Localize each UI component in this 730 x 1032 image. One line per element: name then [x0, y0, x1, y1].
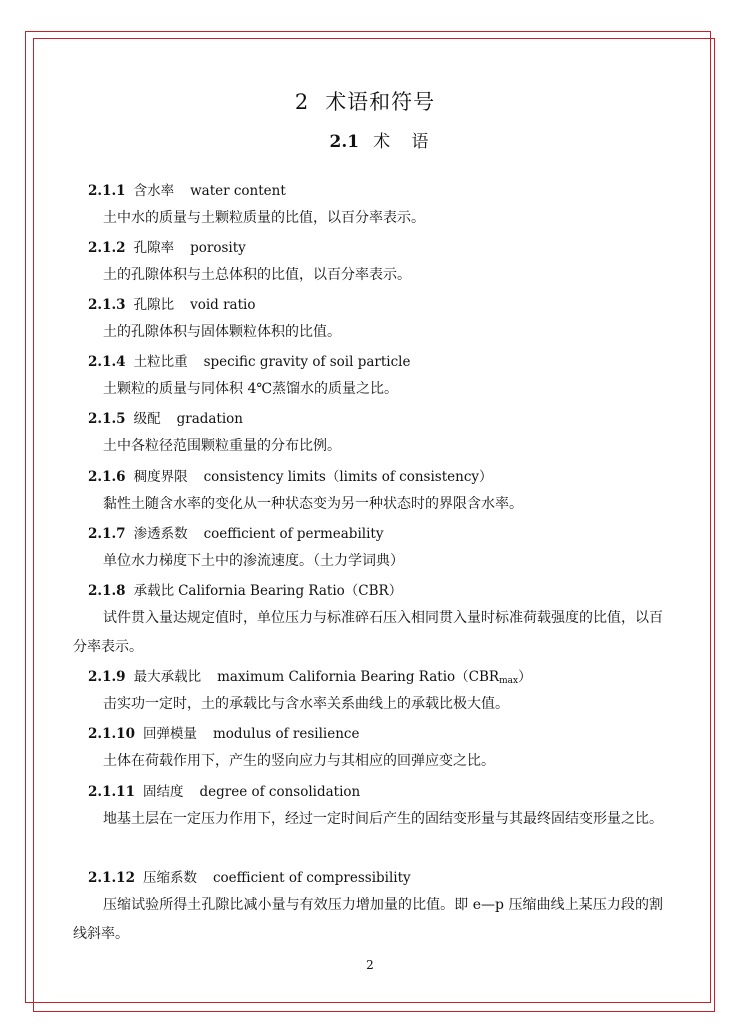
term-number: 2.1.2 — [88, 240, 126, 256]
term-heading — [88, 238, 246, 258]
page-number: 2 — [366, 958, 374, 972]
chapter-number: 2 — [294, 90, 310, 114]
term-english: degree of consolidation — [199, 784, 361, 800]
term-english-subscript: max — [499, 676, 519, 686]
term-english: coefficient of permeability — [203, 526, 384, 542]
term-definition: 压缩试验所得土孔隙比减小量与有效压力增加量的比值。即 e—p 压缩曲线上某压力段的割线斜率。 — [73, 897, 663, 942]
term-number: 2.1.6 — [88, 469, 126, 485]
term-number: 2.1.3 — [88, 297, 126, 313]
term-english: modulus of resilience — [212, 726, 360, 742]
term-number: 2.1.9 — [88, 669, 126, 685]
section-number: 2.1 — [329, 132, 360, 152]
section-title-text: 术 语 — [373, 132, 437, 152]
term-heading — [88, 782, 360, 802]
term-number: 2.1.4 — [88, 354, 126, 370]
term-definition: 单位水力梯度下土中的渗流速度。（土力学词典） — [103, 553, 404, 569]
term-definition: 土的孔隙体积与固体颗粒体积的比值。 — [103, 324, 341, 340]
term-chinese: 渗透系数 — [133, 526, 188, 542]
term-definition: 土体在荷载作用下，产生的竖向应力与其相应的回弹应变之比。 — [103, 753, 495, 769]
term-heading — [88, 181, 286, 201]
term-number: 2.1.11 — [88, 784, 135, 800]
chapter-title — [0, 86, 730, 116]
term-english: void ratio — [190, 297, 256, 313]
term-definition: 黏性土随含水率的变化从一种状态变为另一种状态时的界限含水率。 — [103, 496, 523, 512]
chapter-title-text: 术语和符号 — [325, 90, 436, 114]
term-definition: 击实功一定时，土的承载比与含水率关系曲线上的承载比极大值。 — [103, 696, 509, 712]
term-chinese: 含水率 — [133, 183, 175, 199]
term-heading — [88, 295, 255, 315]
term-english: specific gravity of soil particle — [203, 354, 411, 370]
term-heading — [88, 467, 493, 487]
term-english: maximum California Bearing Ratio（CBR — [217, 669, 500, 685]
term-chinese: 孔隙比 — [133, 297, 175, 313]
term-chinese: 承载比 — [133, 583, 175, 599]
term-chinese: 稠度界限 — [133, 469, 188, 485]
term-number: 2.1.12 — [88, 870, 135, 886]
term-english: consistency limits（limits of consistency） — [203, 469, 493, 485]
term-english: gradation — [176, 411, 243, 427]
term-definition: 土中水的质量与土颗粒质量的比值，以百分率表示。 — [103, 210, 425, 226]
term-number: 2.1.8 — [88, 583, 126, 599]
term-heading — [88, 524, 383, 544]
term-chinese: 固结度 — [142, 784, 184, 800]
term-heading — [88, 409, 243, 429]
term-english: porosity — [190, 240, 246, 256]
term-number: 2.1.5 — [88, 411, 126, 427]
term-english-tail: ） — [518, 669, 532, 685]
term-heading — [88, 667, 532, 691]
term-heading — [88, 724, 359, 744]
term-definition: 土的孔隙体积与土总体积的比值，以百分率表示。 — [103, 267, 411, 283]
term-heading — [88, 868, 411, 888]
term-number: 2.1.10 — [88, 726, 135, 742]
term-english: coefficient of compressibility — [212, 870, 411, 886]
term-heading — [88, 352, 410, 372]
term-english: water content — [190, 183, 286, 199]
term-chinese: 压缩系数 — [142, 870, 197, 886]
section-title — [0, 127, 730, 152]
term-chinese: 孔隙率 — [133, 240, 175, 256]
term-definition: 试件贯入量达规定值时，单位压力与标准碎石压入相同贯入量时标准荷载强度的比值，以百分率表示。 — [73, 610, 663, 655]
term-definition: 土中各粒径范围颗粒重量的分布比例。 — [103, 438, 341, 454]
term-english: California Bearing Ratio（CBR） — [178, 583, 403, 599]
term-definition: 地基土层在一定压力作用下，经过一定时间后产生的固结变形量与其最终固结变形量之比。 — [103, 811, 663, 827]
term-chinese: 最大承载比 — [133, 669, 202, 685]
term-definition: 土颗粒的质量与同体积 4℃蒸馏水的质量之比。 — [103, 381, 399, 397]
term-number: 2.1.7 — [88, 526, 126, 542]
term-number: 2.1.1 — [88, 183, 126, 199]
term-chinese: 回弹模量 — [142, 726, 197, 742]
term-chinese: 土粒比重 — [133, 354, 188, 370]
term-heading — [88, 581, 402, 601]
term-chinese: 级配 — [133, 411, 161, 427]
